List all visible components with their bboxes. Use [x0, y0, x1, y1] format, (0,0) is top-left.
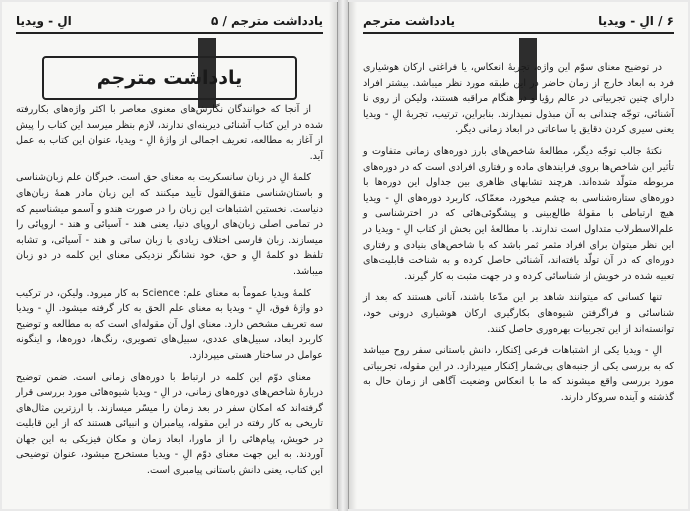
right-page — [348, 2, 688, 509]
left-header-section — [211, 14, 323, 28]
paragraph: از آنجا که خوانندگان نگارش‌های معنوی معاصر با اکثر واژه‌های بکاررفته شده در این کتاب آشنائی دیرینه‌ای ندارند، لازم بنظر میرسد این کتاب را پیش از آغاز به مطالعه، تعریف اجمالی از واژهٔ الِ - ویدیا، عنوان این کتاب به عمل آید. — [16, 104, 323, 162]
right-header-section: یادداشت مترجم — [363, 14, 455, 28]
left-page-number: ۵ — [210, 14, 219, 28]
right-running-head — [363, 10, 674, 34]
left-running-head — [16, 10, 323, 34]
left-body-text — [16, 102, 323, 481]
right-header-book-group — [598, 14, 674, 28]
paragraph: تنها کسانی که میتوانند شاهد بر این مدّعا باشند، آنانی هستند که بعد از شناسائی و فراگرفتن شیوه‌های بکارگیری ارکان هوشیاری درونی خود، توانسته‌اند از این تجربیات بهره‌وری حاصل کنند. — [363, 292, 674, 335]
fold-shadow — [349, 2, 357, 509]
left-header-book: الِ - ویدیا — [16, 14, 72, 28]
left-page — [2, 2, 338, 509]
book-gutter — [338, 0, 348, 511]
paragraph: نکتهٔ جالب توجّه دیگر، مطالعهٔ شاخص‌های بارز دوره‌های زمانی متفاوت و تأثیر این شاخص‌ها بروی فرایندهای ماده و رفتاری افرادی است که در دوره‌های مربوطه متولّد شده‌اند. هرچند تشابهای ظاهری بین جداول این دوره‌ها با دوره‌های ستاره‌شناسی به چشم میخورد، معمّاک، کاربرد دوره‌های الِ - ویدیا هیچ ارتباطی با مقولهٔ طالع‌بینی و پیشگوئی‌هائی که در اخترشناسی و علم‌الاسطرلاب متداول است ندارند. با مطالعهٔ این بخش از کتاب الِ - ویدیا در این نظر میتوان برای افراد مثمر ثمر باشد که با شاخص‌های بنیادی و رفتاری دوره‌ای که در آن تولّد یافته‌اند، آشنائی حاصل کرده و به شناخت قابلیت‌های تعبیه شده در خویش از شناسائی کرده و در جهت مثبت به کار گیرند. — [363, 145, 674, 282]
right-header-book: الِ - ویدیا — [598, 14, 654, 28]
chapter-heading: یادداشت مترجم — [42, 56, 297, 100]
right-page-number: ۶ / — [658, 14, 674, 28]
paragraph: الِ - ویدیا یکی از اشتباهات فرعی اِکنکار، دانش باستانی سفر روح میباشد که به بررسی یکی از جنبه‌های بی‌شمار اِکنکار میپردازد. در این مقوله، تجربیاتی مورد بررسی واقع میشوند که ما با انعکاس وضعیت آگاهی از زمان حال به گذشته و آینده سروکار دارند. — [363, 345, 674, 403]
left-header-section-label: یادداشت مترجم / — [222, 14, 323, 28]
paragraph: در توضیح معنای سوّم این واژه، تجربهٔ انعکاس، یا فراغتی ارکان هوشیاری فرد به ابعاد خارج از زمان حاضر در این طبقه مورد نظر میباشد. بیشتر افراد دارای چنین تجربیاتی در عالم رؤیا و در هنگام مراقبه هستند، ولیکن از روی نا آشنائی، توجّه چندانی به آن مبذول نمیدارند. بنابراین، ترتیب، تجربهٔ الِ - ویدیا یعنی سیری کردن دقایق یا ساعاتی در ابعاد زمانی دیگر. — [363, 62, 674, 136]
paragraph: کلمهٔ ویدیا عموماً به معنای علم: Science به کار میرود. ولیکن، در ترکیب دو واژهٔ فوق، الِ - ویدیا به معنای علم الحق به کار گرفته میشود. الِ - ویدیا سه تعریف مشخص دارد. معنای اول آن مقوله‌ای است که به مطالعه و توضیح کاربرد ابعاد، سبیل‌های عددی، سبیل‌های تصویری، رنگ‌ها، دوره‌ها، و اینگونه عوامل در ساختار هستی میپردازد. — [16, 287, 323, 361]
paragraph: معنای دوّم این کلمه در ارتباط با دوره‌های زمانی است. ضمن توضیح دربارهٔ شاخص‌های دوره‌های زمانی، در الِ - ویدیا شیوه‌هائی مورد بررسی قرار گرفته‌اند که امکان سفر در بعد زمان را میسّر میسازند. با ارزترین مثال‌های تاریخی به کار رفته در این مقوله، پیامبران و انبیائی هستند که از این قابلیت در خویش، پیام‌هائی را از ماورا، ابعاد زمان و مکان فیزیکی به این جهان آوردند. به این جهت معنای دوّم الِ - ویدیا مستخرج میشود، عنوان توضیحی این کتاب، یعنی دانش باستانی پیامبری است. — [16, 371, 323, 477]
paragraph: کلمهٔ الِ در زبان سانسکریت به معنای حق است. خبرگان علم زبان‌شناسی و باستان‌شناسی متفق‌القول تأیید میکنند که این زبان مادر همهٔ زبان‌های دنیاست. نخستین اشتباهات این زبان را در صورت هندو و آسمو میشناسیم که در تمامی اصلی زبان‌های اروپای دنیا، یعنی هند - آسیائی و هند - اروپائی را میسازند. زبان فارسی اختلاف زیادی با زبان ساتی و هند - آسیائی، و تشابه تلفظ دو کلمهٔ الِ و حق، خود نشانگر نزدیکی معنای این کلمه در دو زبان میباشد. — [16, 172, 323, 277]
fold-shadow — [329, 2, 337, 509]
right-body-text — [363, 60, 674, 407]
